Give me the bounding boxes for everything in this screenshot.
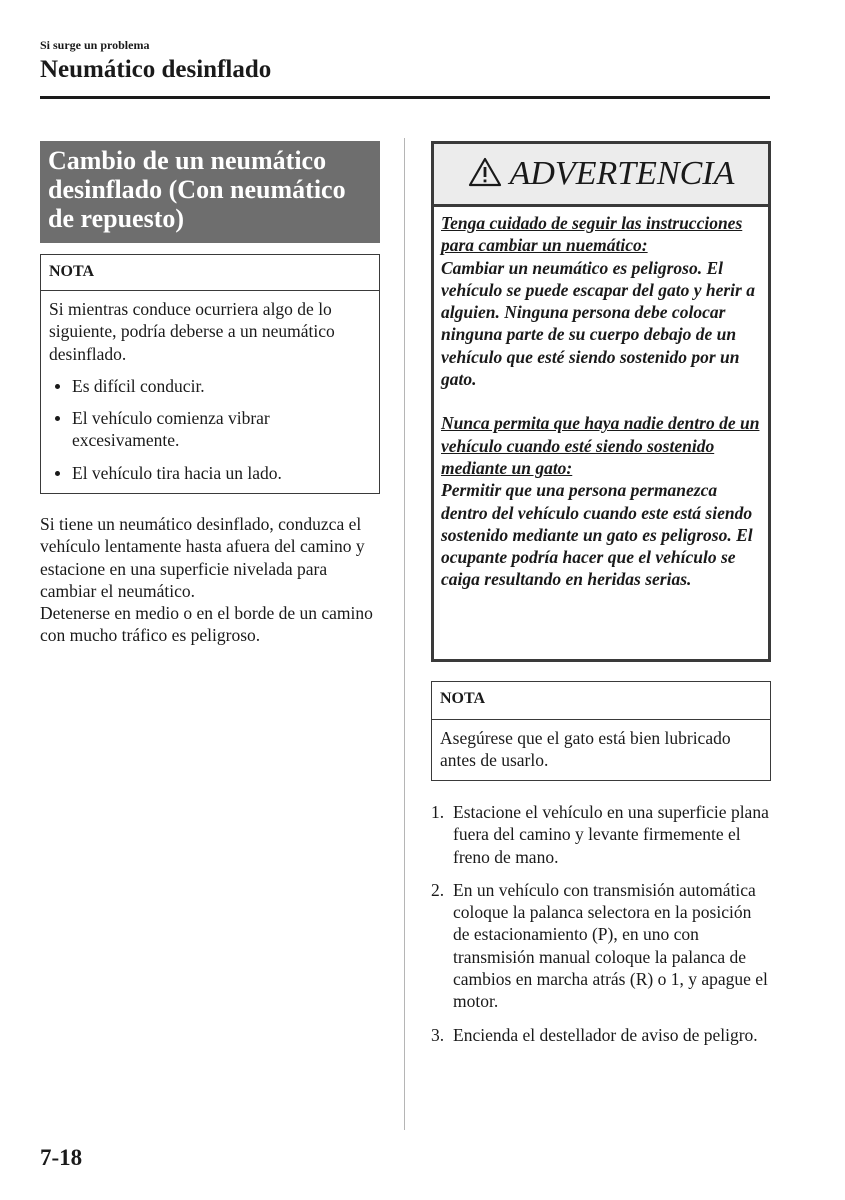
paragraph: Detenerse en medio o en el borde de un camino con mucho tráfico es peligroso. <box>40 603 373 646</box>
nota-body <box>41 291 379 484</box>
step-number: 3. <box>431 1024 445 1045</box>
nota-box <box>431 681 771 781</box>
warning-item-heading: Tenga cuidado de seguir las instrucciones para cambiar un nuemático: <box>441 213 743 256</box>
warning-item-text: Cambiar un neumático es peligroso. El vehículo se puede escapar del gato y herir a alguien. Ninguna persona debe colocar ninguna parte de su cuerpo debajo de un vehículo que esté siendo sostenido por un gato. <box>441 257 755 390</box>
steps-list <box>431 801 771 1057</box>
page-number: 7-18 <box>40 1145 83 1170</box>
step-item <box>431 1024 771 1046</box>
step-text: En un vehículo con transmisión automática coloque la palanca selectora en la posición de estacionamiento (P), en uno con transmisión manual coloque la palanca de cambios en marcha atrás (R) o 1, y apague el motor. <box>453 879 768 1012</box>
warning-header <box>434 144 768 207</box>
subsection-heading: Cambio de un neumático desinflado (Con neumático de repuesto) <box>40 141 380 243</box>
bullet-item: El vehículo comienza vibrar excesivamente. <box>49 407 371 452</box>
step-item <box>431 879 771 1013</box>
bullet-item: El vehículo tira hacia un lado. <box>49 462 371 484</box>
warning-title: ADVERTENCIA <box>509 155 735 192</box>
paragraph: Si tiene un neumático desinflado, conduzca el vehículo lentamente hasta afuera del camino y estacione en una superficie nivelada para cambiar el neumático. <box>40 514 365 601</box>
nota-title: NOTA <box>432 682 770 720</box>
step-text: Encienda el destellador de aviso de peligro. <box>453 1024 758 1045</box>
body-text <box>40 513 380 647</box>
nota-intro: Si mientras conduce ocurriera algo de lo siguiente, podría deberse a un neumático desinflado. <box>49 299 335 364</box>
bullet-item: Es difícil conducir. <box>49 375 371 397</box>
header-rule <box>40 96 770 99</box>
step-text: Estacione el vehículo en una superficie plana fuera del camino y levante firmemente el freno de mano. <box>453 802 769 867</box>
nota-box <box>40 254 380 494</box>
nota-bullet-list <box>49 375 371 484</box>
warning-item-heading: Nunca permita que haya nadie dentro de un vehículo cuando esté siendo sostenido mediante un gato: <box>441 413 760 478</box>
warning-box <box>431 141 771 662</box>
column-divider <box>404 138 405 1130</box>
nota-text: Asegúrese que el gato está bien lubricado antes de usarlo. <box>440 728 731 771</box>
warning-body <box>434 207 768 591</box>
section-label: Si surge un problema <box>40 38 150 52</box>
nota-title: NOTA <box>41 255 379 291</box>
step-number: 2. <box>431 879 445 900</box>
warning-triangle-icon <box>468 157 502 192</box>
warning-item-text: Permitir que una persona permanezca dentro del vehículo cuando este está siendo sostenido mediante un gato es peligroso. El ocupante podría hacer que el vehículo se caiga resultando en heridas serias. <box>441 480 753 590</box>
step-item <box>431 801 771 868</box>
chapter-title: Neumático desinflado <box>40 56 272 83</box>
step-number: 1. <box>431 802 445 822</box>
